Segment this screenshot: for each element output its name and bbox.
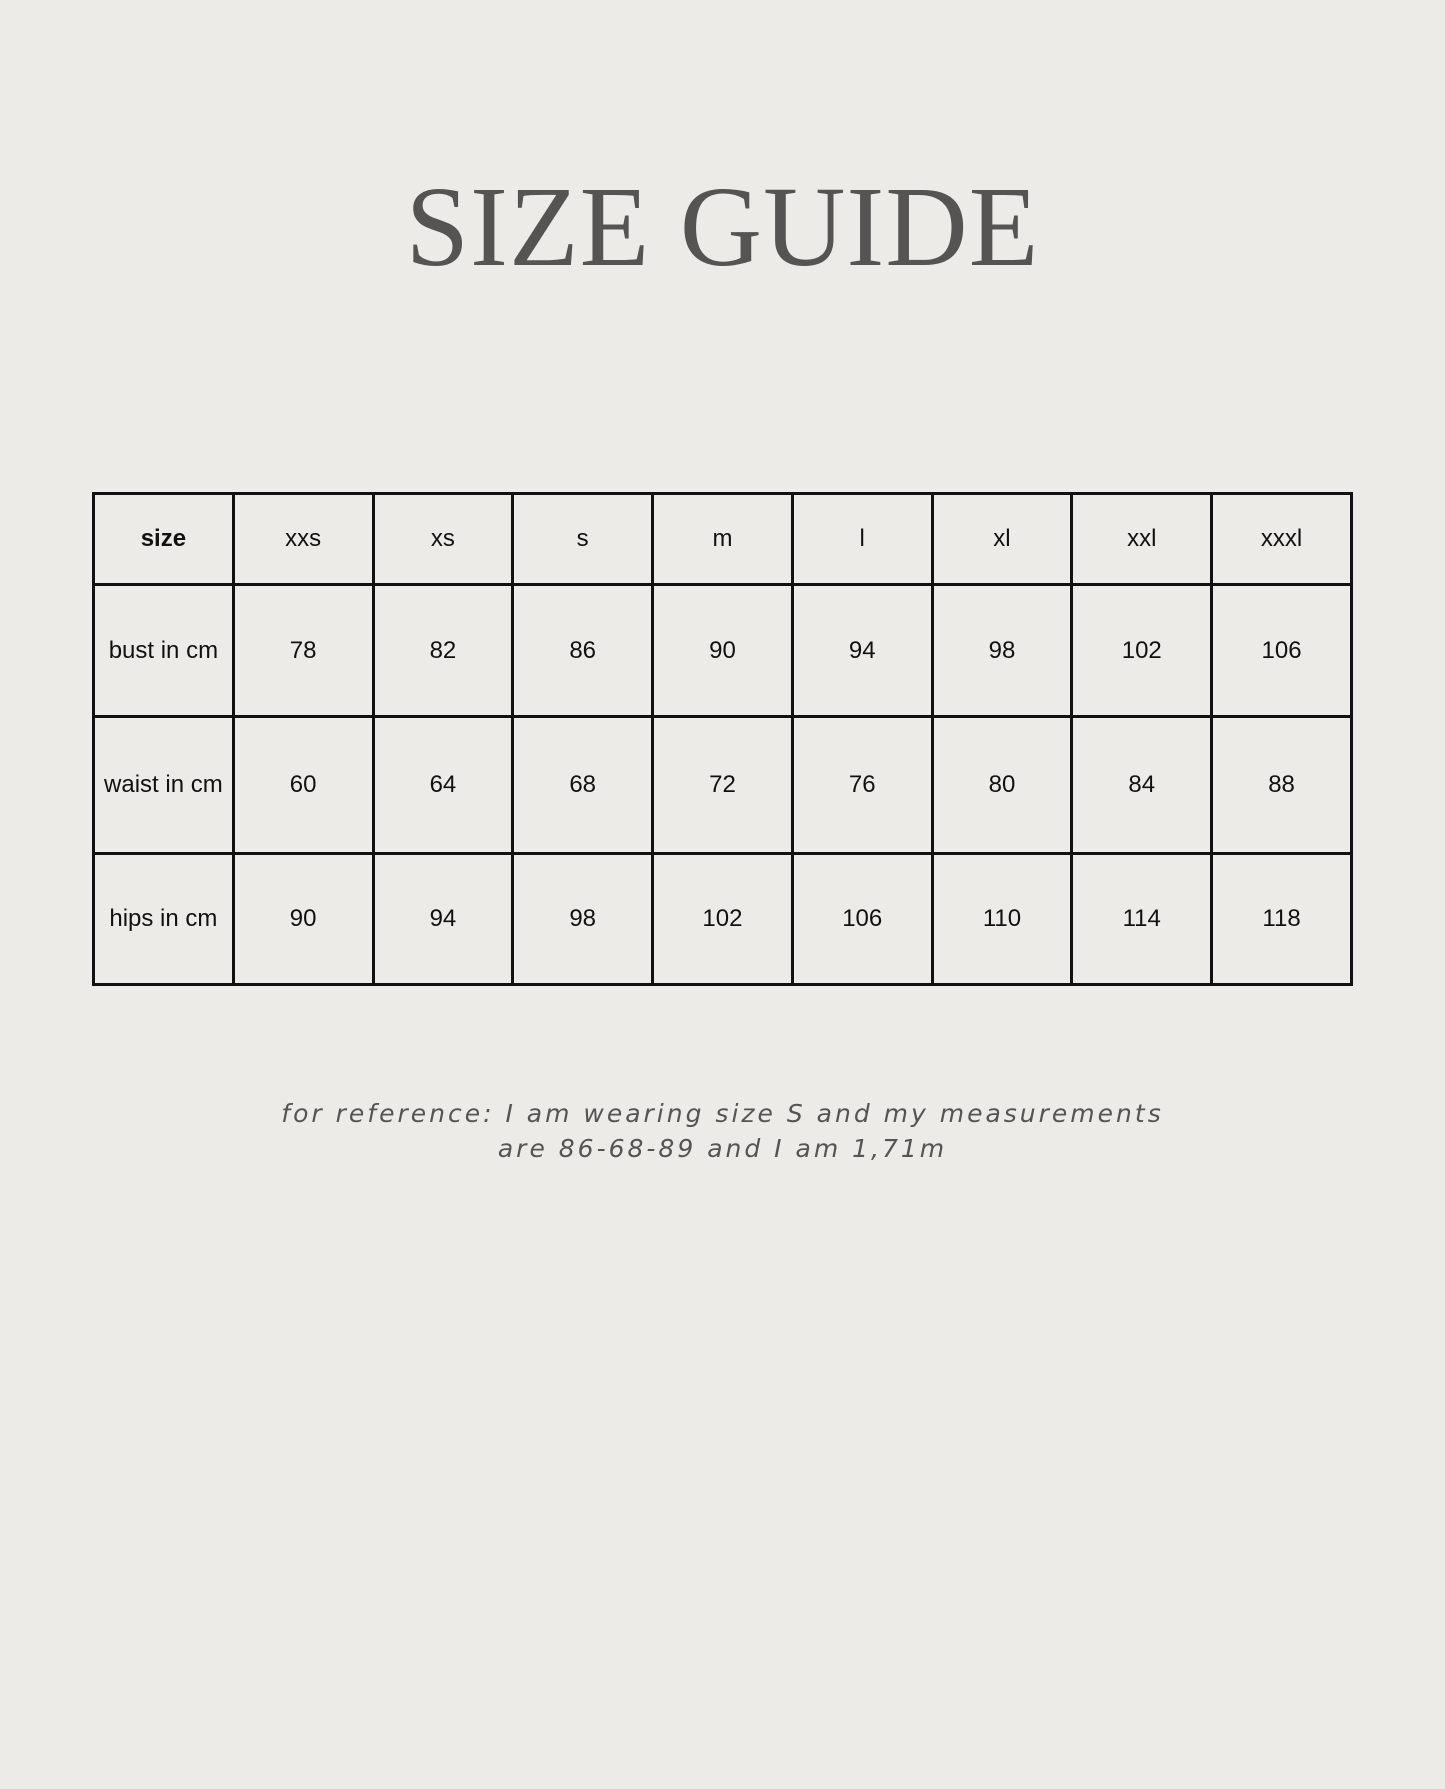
table-cell: 102 (1072, 585, 1212, 717)
table-cell: 78 (233, 585, 373, 717)
table-cell: 64 (373, 717, 513, 854)
header-cell: s (513, 494, 653, 585)
table-cell: 94 (373, 854, 513, 985)
header-cell-size: size (94, 494, 234, 585)
header-cell: xxl (1072, 494, 1212, 585)
table-header-row (94, 494, 1352, 585)
table-row-hips (94, 854, 1352, 985)
table-cell: 90 (233, 854, 373, 985)
header-cell: xxxl (1212, 494, 1352, 585)
table-cell: 60 (233, 717, 373, 854)
table-cell: 72 (653, 717, 793, 854)
table-cell: 84 (1072, 717, 1212, 854)
table-cell: 82 (373, 585, 513, 717)
reference-note-line-2: are 86-68-89 and I am 1,71m (497, 1134, 948, 1163)
table-cell: 86 (513, 585, 653, 717)
table-cell: 110 (932, 854, 1072, 985)
reference-note (0, 1096, 1445, 1166)
header-cell: xs (373, 494, 513, 585)
table-cell: 118 (1212, 854, 1352, 985)
table-cell: 76 (792, 717, 932, 854)
table-cell: 88 (1212, 717, 1352, 854)
table-row-waist (94, 717, 1352, 854)
table-cell: 98 (513, 854, 653, 985)
row-label: waist in cm (94, 717, 234, 854)
reference-note-line-1: for reference: I am wearing size S and my measurements (281, 1099, 1164, 1128)
table-cell: 106 (792, 854, 932, 985)
table-cell: 80 (932, 717, 1072, 854)
size-table (92, 492, 1353, 986)
header-cell: m (653, 494, 793, 585)
header-cell: xl (932, 494, 1072, 585)
table-cell: 114 (1072, 854, 1212, 985)
row-label: hips in cm (94, 854, 234, 985)
row-label: bust in cm (94, 585, 234, 717)
header-cell: xxs (233, 494, 373, 585)
table-cell: 106 (1212, 585, 1352, 717)
table-cell: 68 (513, 717, 653, 854)
table-row-bust (94, 585, 1352, 717)
table-cell: 98 (932, 585, 1072, 717)
table-cell: 90 (653, 585, 793, 717)
table-cell: 94 (792, 585, 932, 717)
header-cell: l (792, 494, 932, 585)
page-title: SIZE GUIDE (405, 163, 1040, 290)
table-cell: 102 (653, 854, 793, 985)
